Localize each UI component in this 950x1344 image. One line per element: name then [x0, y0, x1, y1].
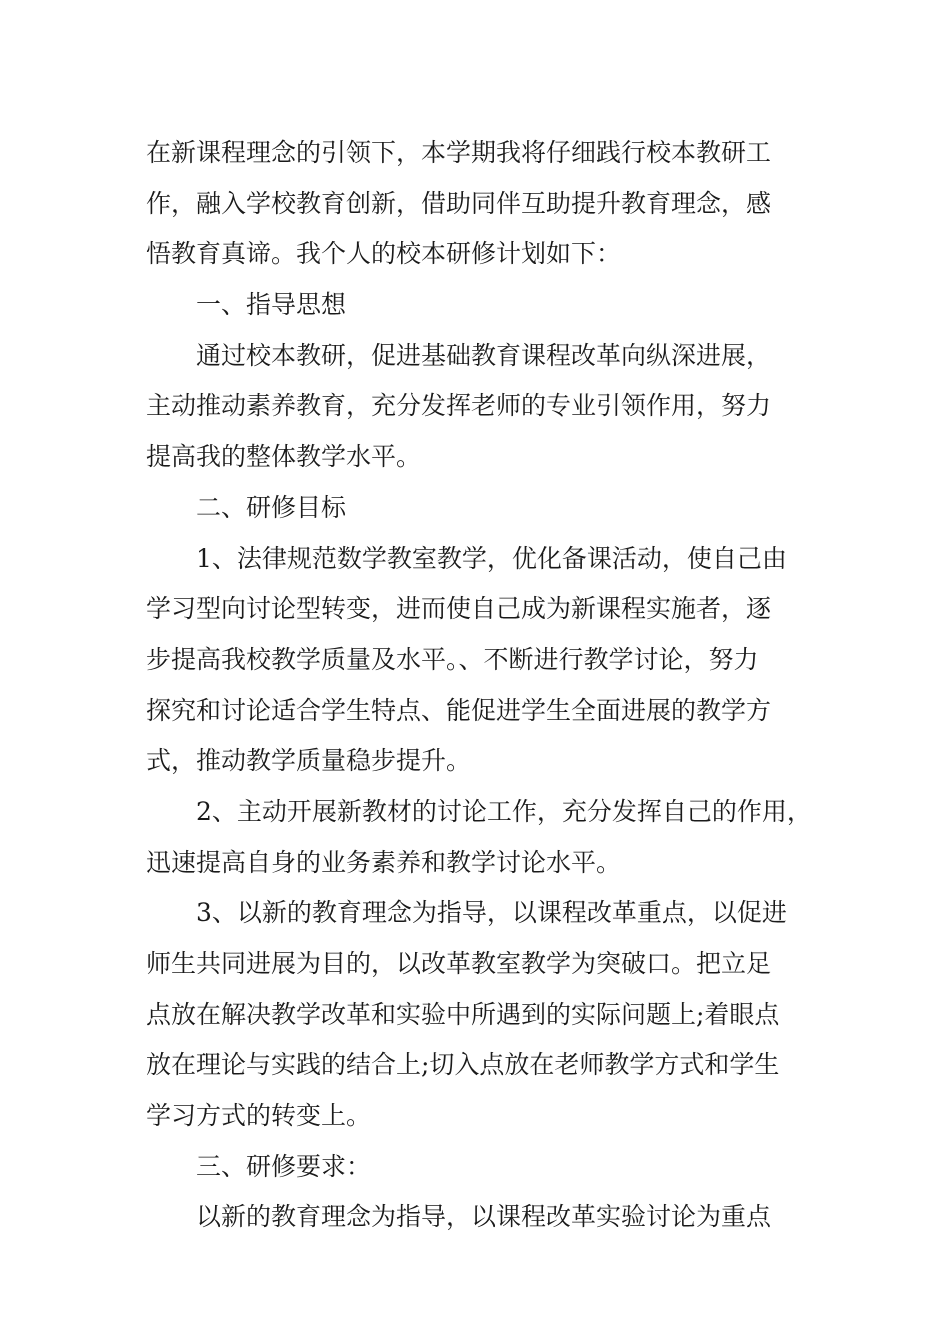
text-line: 学习方式的转变上。: [146, 1101, 372, 1131]
text-line: 放在理论与实践的结合上;切入点放在老师教学方式和学生: [146, 1050, 780, 1080]
text-line: 提高我的整体教学水平。: [146, 442, 422, 472]
section-heading: 三、研修要求：: [196, 1151, 372, 1181]
section-heading: 一、指导思想: [196, 290, 347, 320]
text-line: 学习型向讨论型转变，进而使自己成为新课程实施者，逐: [146, 594, 772, 624]
text-line: 3、以新的教育理念为指导，以课程改革重点，以促进: [196, 898, 787, 928]
document-body: [146, 128, 816, 1243]
text-line: 1、法律规范数学教室教学，优化备课活动，使自己由: [196, 543, 787, 573]
text-line: 步提高我校教学质量及水平。、不断进行教学讨论，努力: [146, 644, 759, 674]
text-line: 迅速提高自身的业务素养和教学讨论水平。: [146, 847, 622, 877]
text-line: 式，推动教学质量稳步提升。: [146, 746, 472, 776]
text-line: 在新课程理念的引领下，本学期我将仔细践行校本教研工: [146, 138, 772, 167]
text-line: 主动推动素养教育，充分发挥老师的专业引领作用，努力: [146, 391, 772, 421]
text-line: 师生共同进展为目的，以改革教室教学为突破口。把立足: [146, 949, 772, 978]
text-line: 通过校本教研，促进基础教育课程改革向纵深进展，: [196, 340, 772, 370]
text-line: 探究和讨论适合学生特点、能促进学生全面进展的教学方: [146, 695, 772, 725]
text-line: 作，融入学校教育创新，借助同伴互助提升教育理念，感: [146, 188, 772, 218]
text-line: 2、主动开展新教材的讨论工作，充分发挥自己的作用，: [196, 796, 812, 826]
text-line: 点放在解决教学改革和实验中所遇到的实际问题上;着眼点: [146, 999, 780, 1029]
text-line: 以新的教育理念为指导，以课程改革实验讨论为重点: [196, 1202, 772, 1232]
text-line: 悟教育真谛。我个人的校本研修计划如下：: [146, 239, 622, 269]
section-heading: 二、研修目标: [196, 492, 347, 522]
